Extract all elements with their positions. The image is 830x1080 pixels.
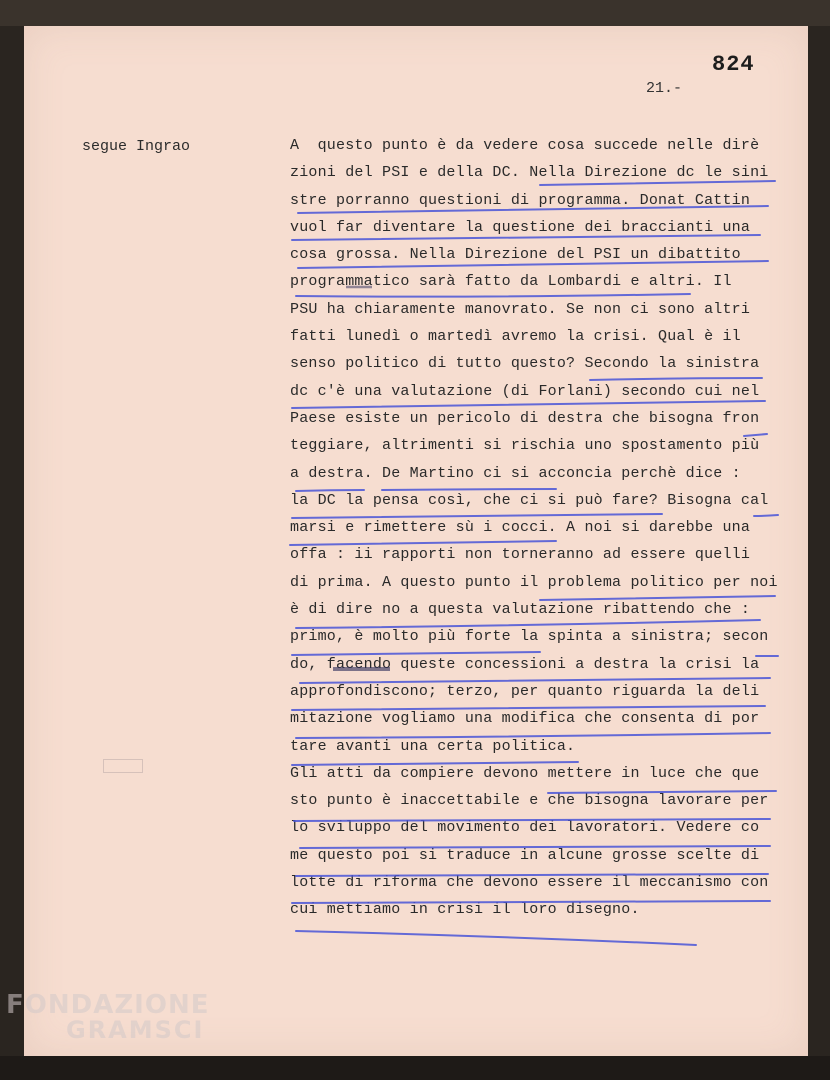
archive-number: 824 [712,52,755,77]
text-line: me questo poi si traduce in alcune grosse scelte di [290,846,760,864]
text-line: stre porranno questioni di programma. Donat Cattin [290,191,751,209]
text-line: teggiare, altrimenti si rischia uno spostamento più [290,437,760,455]
page-number: 21.- [646,80,683,97]
text-line: fatti lunedì o martedì avremo la crisi. Qual è il [290,328,741,346]
text-line: primo, è molto più forte la spinta a sinistra; secon [290,628,769,646]
scan-bottom-edge [0,1056,830,1080]
text-line: approfondiscono; terzo, per quanto riguarda la deli [290,682,760,700]
text-line: offa : ii rapporti non torneranno ad essere quelli [290,546,751,564]
text-line: tare avanti una certa politica. [290,737,576,755]
text-line: PSU ha chiaramente manovrato. Se non ci sono altri [290,300,751,318]
text-line: mitazione vogliamo una modifica che consenta di por [290,710,760,728]
text-line: senso politico di tutto questo? Secondo la sinistra [290,355,760,373]
text-line: Gli atti da compiere devono mettere in luce che que [290,764,760,782]
watermark-line-2: GRAMSCI [66,1016,205,1044]
text-line: vuol far diventare la questione dei braccianti una [290,218,751,236]
faded-stamp [103,759,143,773]
text-line: di prima. A questo punto il problema politico per noi [290,573,778,591]
text-line: dc c'è una valutazione (di Forlani) secondo cui nel [290,382,760,400]
text-line: sto punto è inaccettabile e che bisogna lavorare per [290,792,769,810]
speaker-margin-label: segue Ingrao [82,138,191,155]
typed-text-block [290,135,790,927]
text-line: programmatico sarà fatto da Lombardi e altri. Il [290,273,732,291]
text-line: a destra. De Martino ci si acconcia perchè dice : [290,464,741,482]
watermark-line-1: FONDAZIONE [6,990,210,1020]
text-line: cosa grossa. Nella Direzione del PSI un dibattito [290,246,741,264]
scan-top-edge [0,0,830,26]
text-line: lo sviluppo del movimento dei lavoratori. Vedere co [290,819,760,837]
text-line: A questo punto è da vedere cosa succede nelle dirè [290,137,760,154]
text-line: do, facendo queste concessioni a destra la crisi la [290,655,760,673]
fondazione-gramsci-watermark [6,990,209,1044]
text-line: è di dire no a questa valutazione ribattendo che : [290,601,751,619]
text-line: marsi e rimettere sù i cocci. A noi si darebbe una [290,519,751,537]
text-line: cui mettiamo in crisi il loro disegno. [290,901,640,919]
text-line: la DC la pensa così, che ci si può fare? Bisogna cal [290,491,769,509]
text-line: lotte di riforma che devono essere il meccanismo con [290,874,769,892]
text-line: zioni del PSI e della DC. Nella Direzione dc le sini [290,164,769,182]
text-line: Paese esiste un pericolo di destra che bisogna fron [290,409,760,427]
